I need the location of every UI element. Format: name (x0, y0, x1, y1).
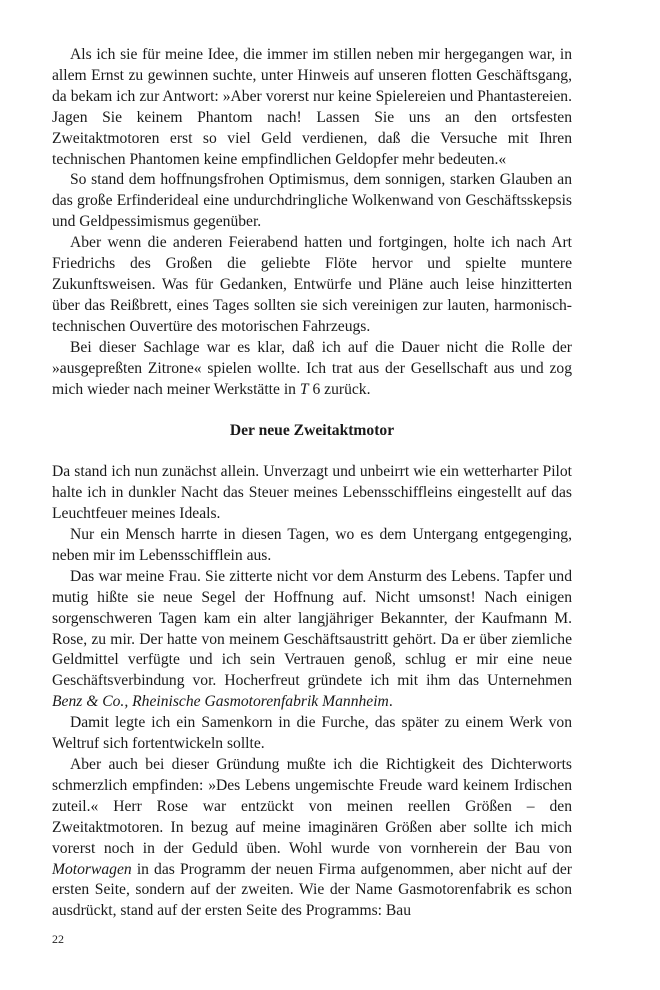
paragraph: Da stand ich nun zunächst allein. Unverzagt und unbeirrt wie ein wetterharter Pilot halte ich in dunkler Nacht das Steuer meines Lebensschiffleins eingestellt auf das Leuchtfeuer meines Ideals. (52, 463, 572, 523)
paragraph-text: in das Programm der neuen Firma aufgenommen, aber nicht auf der ersten Seite, sondern auf der zweiten. Wie der Name Gasmotorenfabrik es schon ausdrückt, stand auf der ersten Seite des Programms: Bau (52, 860, 572, 920)
page-number: 22 (52, 932, 64, 946)
paragraph-text: Aber auch bei dieser Gründung mußte ich die Richtigkeit des Dichterworts schmerzlich empfinden: »Des Lebens ungemischte Freude ward keinem Irdischen zuteil.« Herr Rose war entzückt von meinen reellen Größen – den Zweitaktmotoren. In bezug auf meine imaginären Größen aber sollte ich mich vorerst noch in der Geduld üben. Wohl wurde von vornherein der Bau von (52, 756, 572, 857)
paragraph: Aber wenn die anderen Feierabend hatten und fortgingen, holte ich nach Art Friedrichs des Großen die geliebte Flöte hervor und spielte muntere Zukunftsweisen. Was für Gedanken, Entwürfe und Pläne auch leise hinzitterten über das Reißbrett, eines Tages sollten sie sich vereinigen zur lauten, harmonisch-technischen Ouvertüre des motorischen Fahrzeugs. (52, 234, 572, 335)
page-body (52, 45, 572, 922)
paragraph (52, 338, 572, 401)
paragraph: Nur ein Mensch harrte in diesen Tagen, wo es dem Untergang entgegenging, neben mir im Lebensschifflein aus. (52, 526, 572, 564)
paragraph-text: . (388, 693, 393, 711)
paragraph-text: 6 zurück. (308, 380, 371, 398)
paragraph-text: Das war meine Frau. Sie zitterte nicht vor dem Ansturm des Lebens. Tapfer und mutig hißte sie neue Segel der Hoffnung auf. Nicht umsonst! Nach einigen sorgenschweren Tagen kam ein alter langjähriger Bekannter, der Kaufmann M. Rose, zu mir. Der hatte von meinem Geschäftsaustritt gehört. Da er über ziemliche Geldmittel verfügte und ich sein Vertrauen genoß, schlug er mir eine neue Geschäftsverbindung vor. Hocherfreut gründete ich mit ihm das Unternehmen (52, 567, 572, 690)
paragraph: So stand dem hoffnungsfrohen Optimismus, dem sonnigen, starken Glauben an das große Erfinderideal eine undurchdringliche Wolkenwand von Geschäftsskepsis und Geldpessimismus gegenüber. (52, 171, 572, 231)
paragraph-text: Bei dieser Sachlage war es klar, daß ich auf die Dauer nicht die Rolle der »ausgepreßten Zitrone« spielen wollte. Ich trat aus der Gesellschaft aus und zog mich wieder nach meiner Werkstätte in (52, 338, 572, 398)
emphasis-text: T (299, 380, 309, 398)
paragraph: Als ich sie für meine Idee, die immer im stillen neben mir hergegangen war, in allem Ernst zu gewinnen suchte, unter Hinweis auf unseren flotten Geschäftsgang, da bekam ich zur Antwort: »Aber vorerst nur keine Spielereien und Phantastereien. Jagen Sie keinem Phantom nach! Lassen Sie uns an den ortsfesten Zweitaktmotoren erst so viel Geld verdienen, daß die Versuche mit Ihren technischen Phantomen keine empfindlichen Geldopfer mehr bedeuten.« (52, 46, 572, 168)
emphasis-text: Benz & Co., Rheinische Gasmotorenfabrik Mannheim (52, 693, 389, 711)
paragraph (52, 755, 572, 922)
section-heading: Der neue Zweitaktmotor (229, 422, 395, 440)
emphasis-text: Motorwagen (52, 860, 132, 878)
paragraph: Damit legte ich ein Samenkorn in die Furche, das später zu einem Werk von Weltruf sich fortentwickeln sollte. (52, 714, 572, 753)
paragraph (52, 567, 572, 713)
